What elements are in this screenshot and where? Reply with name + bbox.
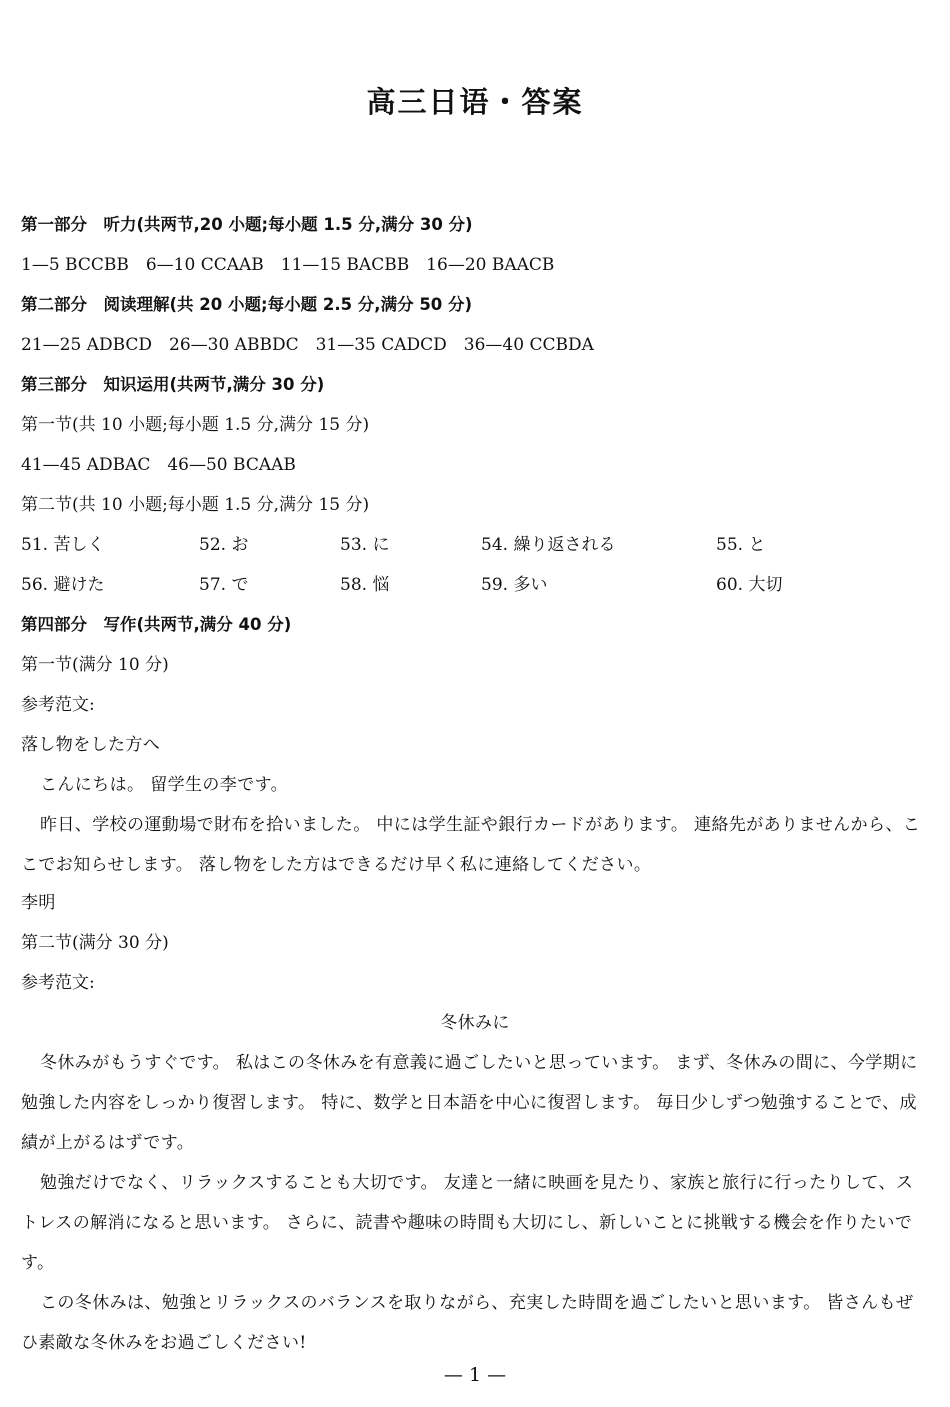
answer-row-51-55 bbox=[21, 530, 930, 560]
sample-label: 参考范文: bbox=[21, 695, 95, 715]
part3-heading: 第三部分 知识运用(共两节,满分 30 分) bbox=[21, 375, 325, 394]
part4-section2-heading: 第二节(满分 30 分) bbox=[21, 933, 169, 953]
answer-52: 52. お bbox=[199, 535, 249, 555]
essay-paragraph-2: 勉強だけでなく、リラックスすることも大切です。 友達と一緒に映画を見たり、家族と旅行に行ったりして、ストレスの解消になると思います。 さらに、読書や趣味の時間も大切にし、新しいことに挑戦する機会を作りたいです。 bbox=[21, 1173, 914, 1273]
part1-heading: 第一部分 听力(共两节,20 小题;每小题 1.5 分,满分 30 分) bbox=[21, 215, 473, 234]
answer-56: 56. 避けた bbox=[21, 575, 105, 595]
page-title: 高三日语・答案 bbox=[366, 85, 584, 119]
letter-paragraph-1: こんにちは。 留学生の李です。 bbox=[40, 775, 289, 795]
answer-row-56-60 bbox=[21, 570, 930, 600]
page-number: — 1 — bbox=[443, 1364, 507, 1386]
letter-recipient: 落し物をした方へ bbox=[21, 735, 161, 755]
answer-55: 55. と bbox=[716, 535, 766, 555]
letter-paragraph-2: 昨日、学校の運動場で財布を拾いました。 中には学生証や銀行カードがあります。 連絡先がありませんから、ここでお知らせします。 落し物をした方はできるだけ早く私に連絡してください。 bbox=[21, 815, 921, 875]
answer-54: 54. 繰り返される bbox=[481, 535, 616, 555]
answer-58: 58. 悩 bbox=[340, 575, 390, 595]
answer-60: 60. 大切 bbox=[716, 575, 783, 595]
answer-51: 51. 苦しく bbox=[21, 535, 105, 555]
essay-title: 冬休みに bbox=[440, 1013, 510, 1033]
sample-label-2: 参考范文: bbox=[21, 973, 95, 993]
part4-heading: 第四部分 写作(共两节,满分 40 分) bbox=[21, 615, 292, 634]
answer-59: 59. 多い bbox=[481, 575, 548, 595]
part2-answers: 21—25 ADBCD 26—30 ABBDC 31—35 CADCD 36—40 CCBDA bbox=[21, 335, 594, 355]
part2-heading: 第二部分 阅读理解(共 20 小题;每小题 2.5 分,满分 50 分) bbox=[21, 295, 473, 314]
part3-section1-answers: 41—45 ADBAC 46—50 BCAAB bbox=[21, 455, 296, 475]
essay-paragraph-3: この冬休みは、勉強とリラックスのバランスを取りながら、充実した時間を過ごしたいと思います。 皆さんもぜひ素敵な冬休みをお過ごしください! bbox=[21, 1293, 914, 1353]
part3-section1-heading: 第一节(共 10 小题;每小题 1.5 分,满分 15 分) bbox=[21, 415, 370, 435]
part3-section2-heading: 第二节(共 10 小题;每小题 1.5 分,满分 15 分) bbox=[21, 495, 370, 515]
part1-answers: 1—5 BCCBB 6—10 CCAAB 11—15 BACBB 16—20 BAACB bbox=[21, 255, 555, 275]
letter-signature: 李明 bbox=[21, 893, 56, 913]
answer-57: 57. で bbox=[199, 575, 249, 595]
answer-53: 53. に bbox=[340, 535, 390, 555]
part4-section1-heading: 第一节(满分 10 分) bbox=[21, 655, 169, 675]
essay-paragraph-1: 冬休みがもうすぐです。 私はこの冬休みを有意義に過ごしたいと思っています。 まず、冬休みの間に、今学期に勉強した内容をしっかり復習します。 特に、数学と日本語を中心に復習します。 毎日少しずつ勉強することで、成績が上がるはずです。 bbox=[21, 1053, 918, 1153]
